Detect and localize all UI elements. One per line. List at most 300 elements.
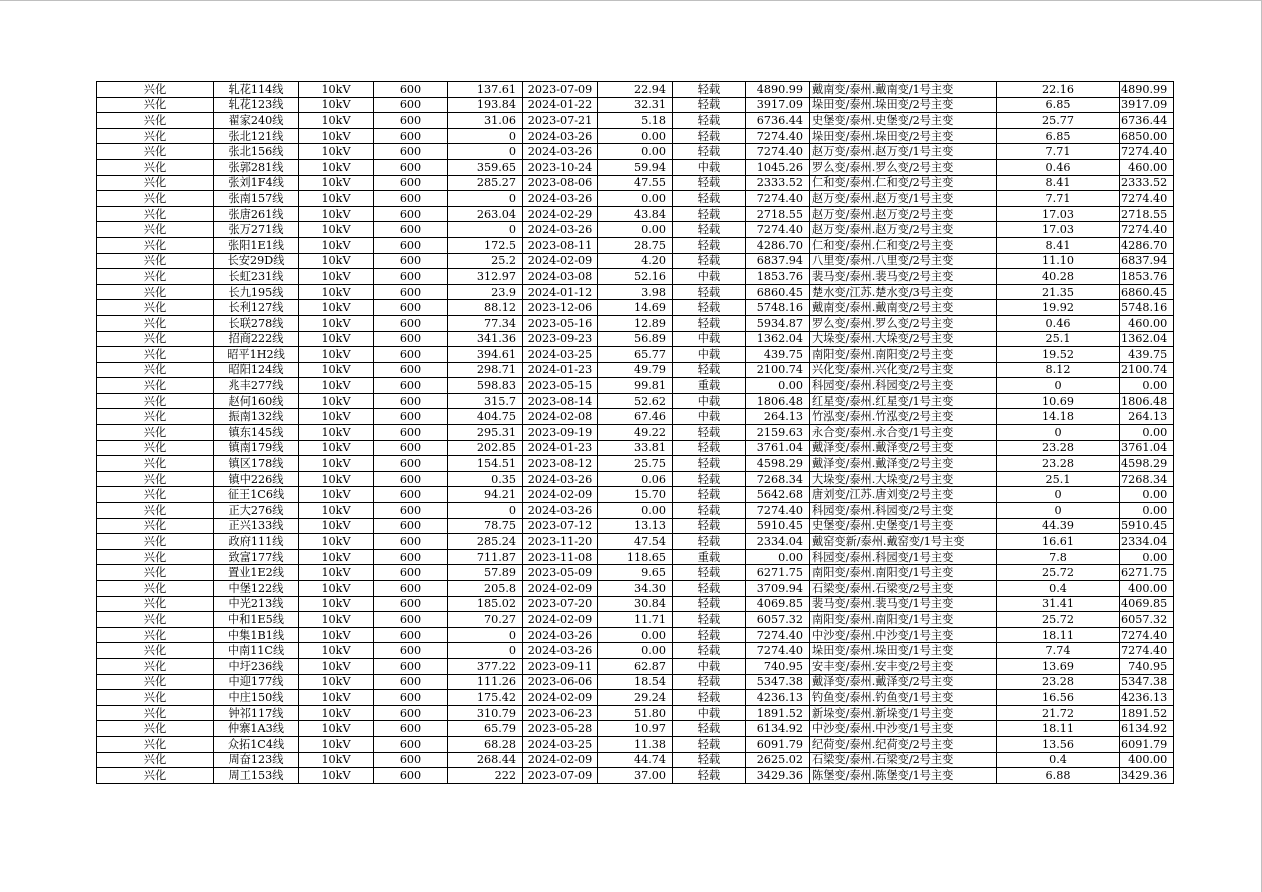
capacity-cell: 400.00 xyxy=(1120,752,1174,768)
voltage-cell: 10kV xyxy=(299,736,374,752)
load-level-cell: 轻载 xyxy=(673,612,746,628)
rated-current-cell: 600 xyxy=(374,144,448,160)
load-level-cell: 轻载 xyxy=(673,300,746,316)
max-current-cell: 172.5 xyxy=(448,237,523,253)
available-capacity-cell: 1853.76 xyxy=(746,269,810,285)
line-name-cell: 轧花114线 xyxy=(214,82,299,98)
load-level-cell: 轻载 xyxy=(673,222,746,238)
line-name-cell: 中光213线 xyxy=(214,596,299,612)
max-current-cell: 0 xyxy=(448,144,523,160)
substation-cell: 钓鱼变/泰州.钓鱼变/1号主变 xyxy=(810,690,997,706)
substation-cell: 戴泽变/泰州.戴泽变/2号主变 xyxy=(810,674,997,690)
load-level-cell: 轻载 xyxy=(673,128,746,144)
date-cell: 2023-11-08 xyxy=(523,549,598,565)
table-row xyxy=(97,159,1174,175)
transformer-load-cell: 8.41 xyxy=(997,237,1120,253)
region-cell: 兴化 xyxy=(97,237,214,253)
date-cell: 2023-07-12 xyxy=(523,518,598,534)
substation-cell: 南阳变/泰州.南阳变/1号主变 xyxy=(810,612,997,628)
region-cell: 兴化 xyxy=(97,440,214,456)
capacity-cell: 264.13 xyxy=(1120,409,1174,425)
max-current-cell: 202.85 xyxy=(448,440,523,456)
date-cell: 2023-08-14 xyxy=(523,393,598,409)
transformer-load-cell: 0 xyxy=(997,425,1120,441)
table-row xyxy=(97,674,1174,690)
region-cell: 兴化 xyxy=(97,347,214,363)
region-cell: 兴化 xyxy=(97,222,214,238)
table-row xyxy=(97,627,1174,643)
substation-cell: 竹泓变/泰州.竹泓变/2号主变 xyxy=(810,409,997,425)
voltage-cell: 10kV xyxy=(299,487,374,503)
region-cell: 兴化 xyxy=(97,284,214,300)
transformer-load-cell: 0.46 xyxy=(997,159,1120,175)
line-name-cell: 中堡122线 xyxy=(214,581,299,597)
available-capacity-cell: 7274.40 xyxy=(746,144,810,160)
load-rate-cell: 11.71 xyxy=(598,612,673,628)
load-rate-cell: 11.38 xyxy=(598,736,673,752)
date-cell: 2024-02-09 xyxy=(523,612,598,628)
available-capacity-cell: 6860.45 xyxy=(746,284,810,300)
voltage-cell: 10kV xyxy=(299,674,374,690)
rated-current-cell: 600 xyxy=(374,253,448,269)
voltage-cell: 10kV xyxy=(299,269,374,285)
substation-cell: 唐刘变/江苏.唐刘变/2号主变 xyxy=(810,487,997,503)
region-cell: 兴化 xyxy=(97,378,214,394)
transformer-load-cell: 17.03 xyxy=(997,222,1120,238)
region-cell: 兴化 xyxy=(97,206,214,222)
table-row xyxy=(97,237,1174,253)
substation-cell: 戴南变/泰州.戴南变/2号主变 xyxy=(810,300,997,316)
region-cell: 兴化 xyxy=(97,612,214,628)
max-current-cell: 57.89 xyxy=(448,565,523,581)
line-name-cell: 翟家240线 xyxy=(214,113,299,129)
date-cell: 2024-03-26 xyxy=(523,503,598,519)
load-rate-cell: 0.00 xyxy=(598,128,673,144)
voltage-cell: 10kV xyxy=(299,315,374,331)
voltage-cell: 10kV xyxy=(299,612,374,628)
max-current-cell: 111.26 xyxy=(448,674,523,690)
table-row xyxy=(97,82,1174,98)
max-current-cell: 154.51 xyxy=(448,456,523,472)
max-current-cell: 285.24 xyxy=(448,534,523,550)
date-cell: 2024-02-09 xyxy=(523,690,598,706)
line-name-cell: 振南132线 xyxy=(214,409,299,425)
rated-current-cell: 600 xyxy=(374,315,448,331)
substation-cell: 史堡变/泰州.史堡变/1号主变 xyxy=(810,518,997,534)
date-cell: 2024-02-09 xyxy=(523,253,598,269)
load-level-cell: 轻载 xyxy=(673,487,746,503)
transformer-load-cell: 13.56 xyxy=(997,736,1120,752)
available-capacity-cell: 7268.34 xyxy=(746,471,810,487)
transformer-load-cell: 25.1 xyxy=(997,471,1120,487)
date-cell: 2024-03-25 xyxy=(523,736,598,752)
rated-current-cell: 600 xyxy=(374,128,448,144)
rated-current-cell: 600 xyxy=(374,565,448,581)
load-rate-cell: 62.87 xyxy=(598,658,673,674)
date-cell: 2023-09-23 xyxy=(523,331,598,347)
available-capacity-cell: 5934.87 xyxy=(746,315,810,331)
load-level-cell: 重载 xyxy=(673,378,746,394)
load-level-cell: 轻载 xyxy=(673,768,746,784)
available-capacity-cell: 4890.99 xyxy=(746,82,810,98)
date-cell: 2023-08-11 xyxy=(523,237,598,253)
available-capacity-cell: 7274.40 xyxy=(746,627,810,643)
line-name-cell: 众拓1C4线 xyxy=(214,736,299,752)
rated-current-cell: 600 xyxy=(374,269,448,285)
substation-cell: 戴泽变/泰州.戴泽变/2号主变 xyxy=(810,456,997,472)
voltage-cell: 10kV xyxy=(299,144,374,160)
line-name-cell: 镇南179线 xyxy=(214,440,299,456)
voltage-cell: 10kV xyxy=(299,284,374,300)
region-cell: 兴化 xyxy=(97,565,214,581)
max-current-cell: 0 xyxy=(448,627,523,643)
load-rate-cell: 0.00 xyxy=(598,627,673,643)
max-current-cell: 185.02 xyxy=(448,596,523,612)
voltage-cell: 10kV xyxy=(299,549,374,565)
transformer-load-cell: 23.28 xyxy=(997,456,1120,472)
table-row xyxy=(97,284,1174,300)
region-cell: 兴化 xyxy=(97,409,214,425)
voltage-cell: 10kV xyxy=(299,378,374,394)
transformer-load-cell: 11.10 xyxy=(997,253,1120,269)
table-row xyxy=(97,347,1174,363)
line-name-cell: 兆丰277线 xyxy=(214,378,299,394)
date-cell: 2024-03-25 xyxy=(523,347,598,363)
load-level-cell: 中载 xyxy=(673,409,746,425)
voltage-cell: 10kV xyxy=(299,393,374,409)
load-level-cell: 轻载 xyxy=(673,752,746,768)
spreadsheet-page xyxy=(96,81,1174,784)
available-capacity-cell: 740.95 xyxy=(746,658,810,674)
transformer-load-cell: 16.61 xyxy=(997,534,1120,550)
page-top-edge xyxy=(0,0,1262,1)
date-cell: 2023-10-24 xyxy=(523,159,598,175)
region-cell: 兴化 xyxy=(97,113,214,129)
line-name-cell: 长联278线 xyxy=(214,315,299,331)
region-cell: 兴化 xyxy=(97,315,214,331)
load-rate-cell: 30.84 xyxy=(598,596,673,612)
voltage-cell: 10kV xyxy=(299,128,374,144)
voltage-cell: 10kV xyxy=(299,456,374,472)
capacity-cell: 740.95 xyxy=(1120,658,1174,674)
region-cell: 兴化 xyxy=(97,518,214,534)
date-cell: 2024-01-22 xyxy=(523,97,598,113)
load-level-cell: 轻载 xyxy=(673,674,746,690)
voltage-cell: 10kV xyxy=(299,253,374,269)
capacity-cell: 5910.45 xyxy=(1120,518,1174,534)
substation-cell: 南阳变/泰州.南阳变/1号主变 xyxy=(810,565,997,581)
rated-current-cell: 600 xyxy=(374,549,448,565)
capacity-cell: 0.00 xyxy=(1120,378,1174,394)
available-capacity-cell: 4598.29 xyxy=(746,456,810,472)
load-level-cell: 轻载 xyxy=(673,518,746,534)
table-row xyxy=(97,549,1174,565)
rated-current-cell: 600 xyxy=(374,534,448,550)
table-row xyxy=(97,503,1174,519)
date-cell: 2023-08-12 xyxy=(523,456,598,472)
capacity-cell: 1362.04 xyxy=(1120,331,1174,347)
load-rate-cell: 0.06 xyxy=(598,471,673,487)
available-capacity-cell: 6134.92 xyxy=(746,721,810,737)
region-cell: 兴化 xyxy=(97,658,214,674)
rated-current-cell: 600 xyxy=(374,191,448,207)
substation-cell: 兴化变/泰州.兴化变/2号主变 xyxy=(810,362,997,378)
transformer-load-cell: 44.39 xyxy=(997,518,1120,534)
transformer-load-cell: 17.03 xyxy=(997,206,1120,222)
max-current-cell: 137.61 xyxy=(448,82,523,98)
voltage-cell: 10kV xyxy=(299,82,374,98)
capacity-cell: 7274.40 xyxy=(1120,144,1174,160)
load-rate-cell: 99.81 xyxy=(598,378,673,394)
date-cell: 2024-02-29 xyxy=(523,206,598,222)
table-row xyxy=(97,612,1174,628)
load-rate-cell: 118.65 xyxy=(598,549,673,565)
table-row xyxy=(97,705,1174,721)
substation-cell: 垛田变/泰州.垛田变/2号主变 xyxy=(810,128,997,144)
line-name-cell: 置业1E2线 xyxy=(214,565,299,581)
load-rate-cell: 18.54 xyxy=(598,674,673,690)
max-current-cell: 285.27 xyxy=(448,175,523,191)
table-body xyxy=(97,82,1174,784)
date-cell: 2023-05-16 xyxy=(523,315,598,331)
max-current-cell: 70.27 xyxy=(448,612,523,628)
load-rate-cell: 56.89 xyxy=(598,331,673,347)
rated-current-cell: 600 xyxy=(374,113,448,129)
max-current-cell: 0 xyxy=(448,643,523,659)
substation-cell: 楚水变/江苏.楚水变/3号主变 xyxy=(810,284,997,300)
table-row xyxy=(97,534,1174,550)
capacity-cell: 2333.52 xyxy=(1120,175,1174,191)
substation-cell: 八里变/泰州.八里变/2号主变 xyxy=(810,253,997,269)
table-row xyxy=(97,690,1174,706)
substation-cell: 大垛变/泰州.大垛变/2号主变 xyxy=(810,331,997,347)
line-name-cell: 中南11C线 xyxy=(214,643,299,659)
voltage-cell: 10kV xyxy=(299,643,374,659)
transformer-load-cell: 13.69 xyxy=(997,658,1120,674)
region-cell: 兴化 xyxy=(97,82,214,98)
table-row xyxy=(97,97,1174,113)
available-capacity-cell: 1891.52 xyxy=(746,705,810,721)
table-row xyxy=(97,440,1174,456)
capacity-cell: 4890.99 xyxy=(1120,82,1174,98)
capacity-cell: 7274.40 xyxy=(1120,643,1174,659)
substation-cell: 史堡变/泰州.史堡变/2号主变 xyxy=(810,113,997,129)
available-capacity-cell: 2159.63 xyxy=(746,425,810,441)
available-capacity-cell: 6057.32 xyxy=(746,612,810,628)
transformer-load-cell: 23.28 xyxy=(997,440,1120,456)
rated-current-cell: 600 xyxy=(374,690,448,706)
load-level-cell: 中载 xyxy=(673,658,746,674)
table-row xyxy=(97,643,1174,659)
transformer-load-cell: 16.56 xyxy=(997,690,1120,706)
transformer-load-cell: 25.77 xyxy=(997,113,1120,129)
line-name-cell: 张北121线 xyxy=(214,128,299,144)
date-cell: 2024-03-26 xyxy=(523,128,598,144)
table-row xyxy=(97,331,1174,347)
load-rate-cell: 0.00 xyxy=(598,503,673,519)
available-capacity-cell: 2100.74 xyxy=(746,362,810,378)
available-capacity-cell: 6736.44 xyxy=(746,113,810,129)
region-cell: 兴化 xyxy=(97,736,214,752)
line-name-cell: 长九195线 xyxy=(214,284,299,300)
voltage-cell: 10kV xyxy=(299,191,374,207)
date-cell: 2023-05-15 xyxy=(523,378,598,394)
region-cell: 兴化 xyxy=(97,768,214,784)
load-rate-cell: 52.62 xyxy=(598,393,673,409)
capacity-cell: 0.00 xyxy=(1120,549,1174,565)
rated-current-cell: 600 xyxy=(374,721,448,737)
transformer-load-cell: 19.52 xyxy=(997,347,1120,363)
line-name-cell: 仲寨1A3线 xyxy=(214,721,299,737)
max-current-cell: 0 xyxy=(448,222,523,238)
available-capacity-cell: 2718.55 xyxy=(746,206,810,222)
available-capacity-cell: 6837.94 xyxy=(746,253,810,269)
load-level-cell: 轻载 xyxy=(673,643,746,659)
max-current-cell: 598.83 xyxy=(448,378,523,394)
voltage-cell: 10kV xyxy=(299,409,374,425)
available-capacity-cell: 2625.02 xyxy=(746,752,810,768)
load-rate-cell: 33.81 xyxy=(598,440,673,456)
substation-cell: 裴马变/泰州.裴马变/1号主变 xyxy=(810,596,997,612)
line-name-cell: 长安29D线 xyxy=(214,253,299,269)
date-cell: 2024-03-08 xyxy=(523,269,598,285)
capacity-cell: 1853.76 xyxy=(1120,269,1174,285)
date-cell: 2024-02-08 xyxy=(523,409,598,425)
load-level-cell: 轻载 xyxy=(673,82,746,98)
line-name-cell: 政府111线 xyxy=(214,534,299,550)
capacity-cell: 3917.09 xyxy=(1120,97,1174,113)
date-cell: 2024-03-26 xyxy=(523,222,598,238)
region-cell: 兴化 xyxy=(97,456,214,472)
load-level-cell: 重载 xyxy=(673,549,746,565)
rated-current-cell: 600 xyxy=(374,175,448,191)
substation-cell: 大垛变/泰州.大垛变/2号主变 xyxy=(810,471,997,487)
transformer-load-cell: 25.1 xyxy=(997,331,1120,347)
region-cell: 兴化 xyxy=(97,128,214,144)
substation-cell: 垛田变/泰州.垛田变/1号主变 xyxy=(810,643,997,659)
date-cell: 2024-03-26 xyxy=(523,643,598,659)
line-name-cell: 正大276线 xyxy=(214,503,299,519)
rated-current-cell: 600 xyxy=(374,612,448,628)
load-rate-cell: 12.89 xyxy=(598,315,673,331)
region-cell: 兴化 xyxy=(97,393,214,409)
max-current-cell: 377.22 xyxy=(448,658,523,674)
voltage-cell: 10kV xyxy=(299,705,374,721)
substation-cell: 红星变/泰州.红星变/1号主变 xyxy=(810,393,997,409)
voltage-cell: 10kV xyxy=(299,300,374,316)
available-capacity-cell: 1362.04 xyxy=(746,331,810,347)
voltage-cell: 10kV xyxy=(299,222,374,238)
substation-cell: 戴泽变/泰州.戴泽变/2号主变 xyxy=(810,440,997,456)
voltage-cell: 10kV xyxy=(299,97,374,113)
rated-current-cell: 600 xyxy=(374,581,448,597)
table-row xyxy=(97,425,1174,441)
available-capacity-cell: 5910.45 xyxy=(746,518,810,534)
rated-current-cell: 600 xyxy=(374,518,448,534)
date-cell: 2024-03-26 xyxy=(523,471,598,487)
rated-current-cell: 600 xyxy=(374,393,448,409)
transformer-load-cell: 31.41 xyxy=(997,596,1120,612)
table-row xyxy=(97,300,1174,316)
voltage-cell: 10kV xyxy=(299,752,374,768)
transformer-load-cell: 8.12 xyxy=(997,362,1120,378)
capacity-cell: 6860.45 xyxy=(1120,284,1174,300)
available-capacity-cell: 7274.40 xyxy=(746,128,810,144)
load-rate-cell: 59.94 xyxy=(598,159,673,175)
load-rate-cell: 0.00 xyxy=(598,191,673,207)
voltage-cell: 10kV xyxy=(299,690,374,706)
substation-cell: 仁和变/泰州.仁和变/2号主变 xyxy=(810,175,997,191)
date-cell: 2023-06-06 xyxy=(523,674,598,690)
rated-current-cell: 600 xyxy=(374,705,448,721)
line-name-cell: 中集1B1线 xyxy=(214,627,299,643)
table-row xyxy=(97,175,1174,191)
date-cell: 2024-03-26 xyxy=(523,191,598,207)
load-rate-cell: 34.30 xyxy=(598,581,673,597)
load-rate-cell: 4.20 xyxy=(598,253,673,269)
transformer-load-cell: 0 xyxy=(997,487,1120,503)
region-cell: 兴化 xyxy=(97,144,214,160)
table-row xyxy=(97,409,1174,425)
voltage-cell: 10kV xyxy=(299,565,374,581)
available-capacity-cell: 4236.13 xyxy=(746,690,810,706)
load-level-cell: 中载 xyxy=(673,705,746,721)
substation-cell: 陈堡变/泰州.陈堡变/1号主变 xyxy=(810,768,997,784)
available-capacity-cell: 5642.68 xyxy=(746,487,810,503)
rated-current-cell: 600 xyxy=(374,206,448,222)
voltage-cell: 10kV xyxy=(299,237,374,253)
capacity-cell: 4069.85 xyxy=(1120,596,1174,612)
capacity-cell: 3761.04 xyxy=(1120,440,1174,456)
max-current-cell: 315.7 xyxy=(448,393,523,409)
max-current-cell: 295.31 xyxy=(448,425,523,441)
load-rate-cell: 32.31 xyxy=(598,97,673,113)
load-rate-cell: 9.65 xyxy=(598,565,673,581)
voltage-cell: 10kV xyxy=(299,534,374,550)
load-rate-cell: 49.22 xyxy=(598,425,673,441)
capacity-cell: 4598.29 xyxy=(1120,456,1174,472)
capacity-cell: 4286.70 xyxy=(1120,237,1174,253)
capacity-cell: 6271.75 xyxy=(1120,565,1174,581)
region-cell: 兴化 xyxy=(97,596,214,612)
substation-cell: 仁和变/泰州.仁和变/2号主变 xyxy=(810,237,997,253)
line-name-cell: 征王1C6线 xyxy=(214,487,299,503)
capacity-cell: 400.00 xyxy=(1120,581,1174,597)
load-rate-cell: 37.00 xyxy=(598,768,673,784)
available-capacity-cell: 4069.85 xyxy=(746,596,810,612)
capacity-cell: 7268.34 xyxy=(1120,471,1174,487)
region-cell: 兴化 xyxy=(97,674,214,690)
region-cell: 兴化 xyxy=(97,300,214,316)
voltage-cell: 10kV xyxy=(299,159,374,175)
available-capacity-cell: 3761.04 xyxy=(746,440,810,456)
transformer-load-cell: 7.71 xyxy=(997,144,1120,160)
table-row xyxy=(97,144,1174,160)
table-row xyxy=(97,721,1174,737)
load-level-cell: 中载 xyxy=(673,393,746,409)
date-cell: 2024-02-09 xyxy=(523,752,598,768)
line-name-cell: 招商222线 xyxy=(214,331,299,347)
max-current-cell: 78.75 xyxy=(448,518,523,534)
region-cell: 兴化 xyxy=(97,752,214,768)
max-current-cell: 404.75 xyxy=(448,409,523,425)
available-capacity-cell: 3709.94 xyxy=(746,581,810,597)
max-current-cell: 193.84 xyxy=(448,97,523,113)
rated-current-cell: 600 xyxy=(374,643,448,659)
load-rate-cell: 22.94 xyxy=(598,82,673,98)
available-capacity-cell: 264.13 xyxy=(746,409,810,425)
table-row xyxy=(97,471,1174,487)
